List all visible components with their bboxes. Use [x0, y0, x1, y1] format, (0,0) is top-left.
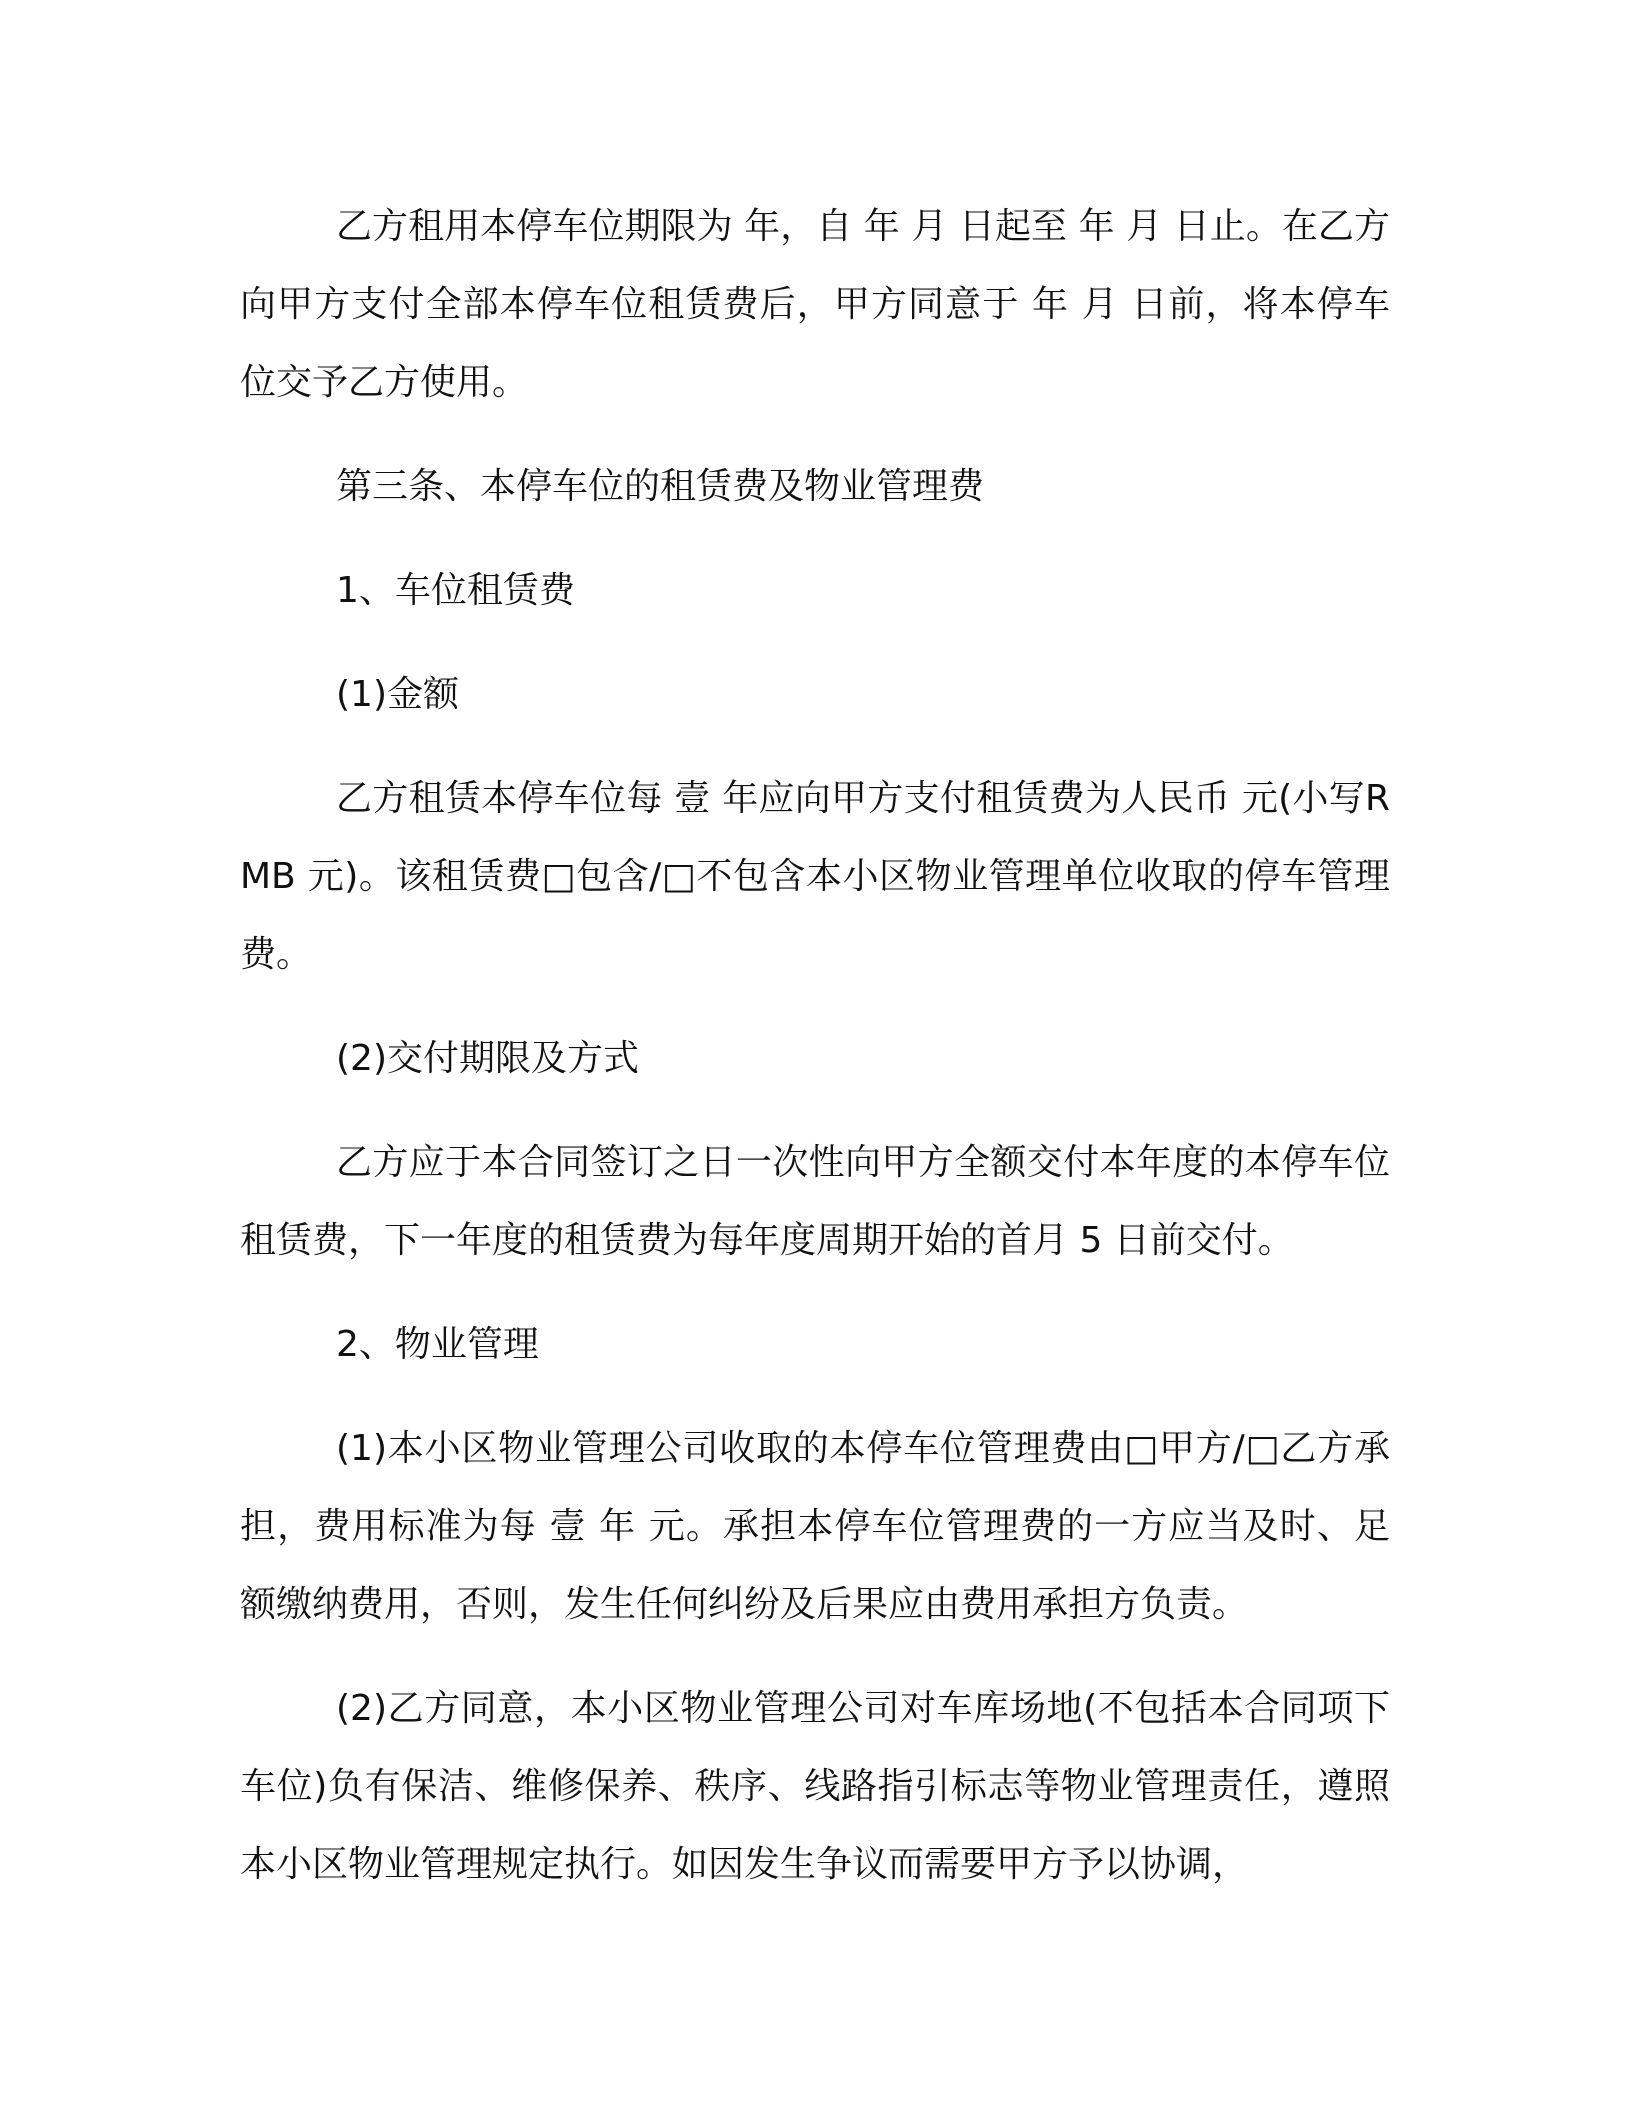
paragraph-rent-amount: 乙方租赁本停车位每 壹 年应向甲方支付租赁费为人民币 元(小写RMB 元)。该租赁费□包含/□不包含本小区物业管理单位收取的停车管理费。 — [240, 778, 1390, 975]
spacer — [240, 1280, 1390, 1306]
spacer — [240, 526, 1390, 552]
section-property-management-heading: 2、物业管理 — [336, 1324, 539, 1365]
spacer — [240, 1644, 1390, 1670]
section-rent-heading: 1、车位租赁费 — [336, 570, 575, 611]
spacer — [240, 734, 1390, 760]
paragraph-payment-terms: 乙方应于本合同签订之日一次性向甲方全额交付本年度的本停车位租赁费，下一年度的租赁费为每年度周期开始的首月 5 日前交付。 — [240, 1142, 1390, 1261]
spacer — [240, 1384, 1390, 1410]
subsection-amount-heading: (1)金额 — [336, 674, 459, 715]
spacer — [240, 1098, 1390, 1124]
paragraph-management-fee: (1)本小区物业管理公司收取的本停车位管理费由□甲方/□乙方承担，费用标准为每 壹 年 元。承担本停车位管理费的一方应当及时、足额缴纳费用，否则，发生任何纠纷及后果应由费用承担方负责。 — [240, 1428, 1390, 1625]
paragraph-management-duties: (2)乙方同意，本小区物业管理公司对车库场地(不包括本合同项下车位)负有保洁、维修保养、秩序、线路指引标志等物业管理责任，遵照本小区物业管理规定执行。如因发生争议而需要甲方予以协调， — [240, 1688, 1390, 1885]
subsection-payment-heading: (2)交付期限及方式 — [336, 1038, 639, 1079]
document-body — [240, 188, 1390, 1904]
spacer — [240, 994, 1390, 1020]
paragraph-lease-term: 乙方租用本停车位期限为 年，自 年 月 日起至 年 月 日止。在乙方向甲方支付全部本停车位租赁费后，甲方同意于 年 月 日前，将本停车位交予乙方使用。 — [240, 206, 1390, 403]
article-three-heading: 第三条、本停车位的租赁费及物业管理费 — [336, 466, 985, 507]
spacer — [240, 422, 1390, 448]
spacer — [240, 630, 1390, 656]
